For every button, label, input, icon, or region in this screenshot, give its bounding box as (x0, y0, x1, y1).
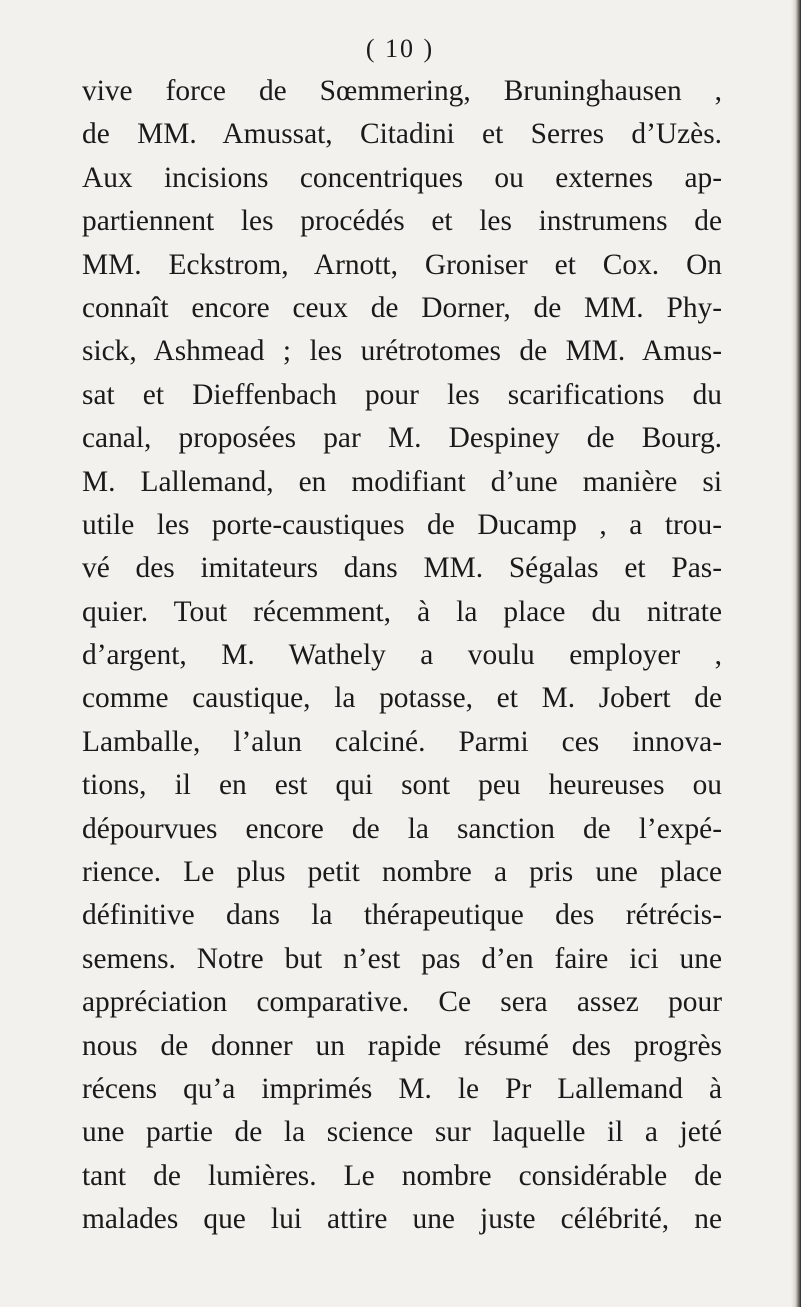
page-edge-shadow (791, 0, 801, 1307)
text-line: d’argent, M. Wathely a voulu employer , (82, 639, 722, 672)
text-line: comme caustique, la potasse, et M. Jobert de (82, 682, 722, 715)
text-line: partiennent les procédés et les instrumens de (82, 205, 722, 238)
page-number: ( 10 ) (365, 34, 435, 63)
text-line: nous de donner un rapide résumé des progrès (82, 1029, 722, 1062)
text-line: canal, proposées par M. Despiney de Bourg. (82, 422, 722, 455)
text-line: vive force de Sœmmering, Bruninghausen , (82, 75, 722, 107)
text-line: une partie de la science sur laquelle il a jeté (82, 1116, 722, 1149)
text-line: malades que lui attire une juste célébrité, ne (82, 1203, 722, 1236)
text-line: tions, il en est qui sont peu heureuses ou (82, 769, 722, 802)
text-line: quier. Tout récemment, à la place du nitrate (82, 595, 722, 628)
text-line: de MM. Amussat, Citadini et Serres d’Uzès. (82, 118, 722, 151)
text-line: appréciation comparative. Ce sera assez pour (82, 986, 722, 1019)
text-line: rience. Le plus petit nombre a pris une place (82, 856, 722, 889)
text-line: utile les porte-caustiques de Ducamp , a trou- (82, 508, 722, 541)
text-line: semens. Notre but n’est pas d’en faire ici une (82, 942, 722, 975)
text-line: dépourvues encore de la sanction de l’expé- (82, 812, 722, 845)
text-line: tant de lumières. Le nombre considérable de (82, 1159, 722, 1192)
text-line: récens qu’a imprimés M. le Pr Lallemand à (82, 1072, 722, 1105)
text-line: M. Lallemand, en modifiant d’une manière si (82, 465, 722, 498)
text-line: définitive dans la thérapeutique des rétrécis- (82, 899, 722, 932)
text-line: MM. Eckstrom, Arnott, Groniser et Cox. On (82, 248, 722, 281)
text-line: Aux incisions concentriques ou externes ap- (82, 161, 722, 194)
text-line: sick, Ashmead ; les urétrotomes de MM. Amus- (82, 335, 722, 368)
text-line: connaît encore ceux de Dorner, de MM. Phy- (82, 291, 722, 324)
text-line: sat et Dieffenbach pour les scarifications du (82, 378, 722, 411)
text-line: vé des imitateurs dans MM. Ségalas et Pas- (82, 552, 722, 585)
text-line: Lamballe, l’alun calciné. Parmi ces innova- (82, 725, 722, 758)
body-text (82, 70, 722, 1242)
